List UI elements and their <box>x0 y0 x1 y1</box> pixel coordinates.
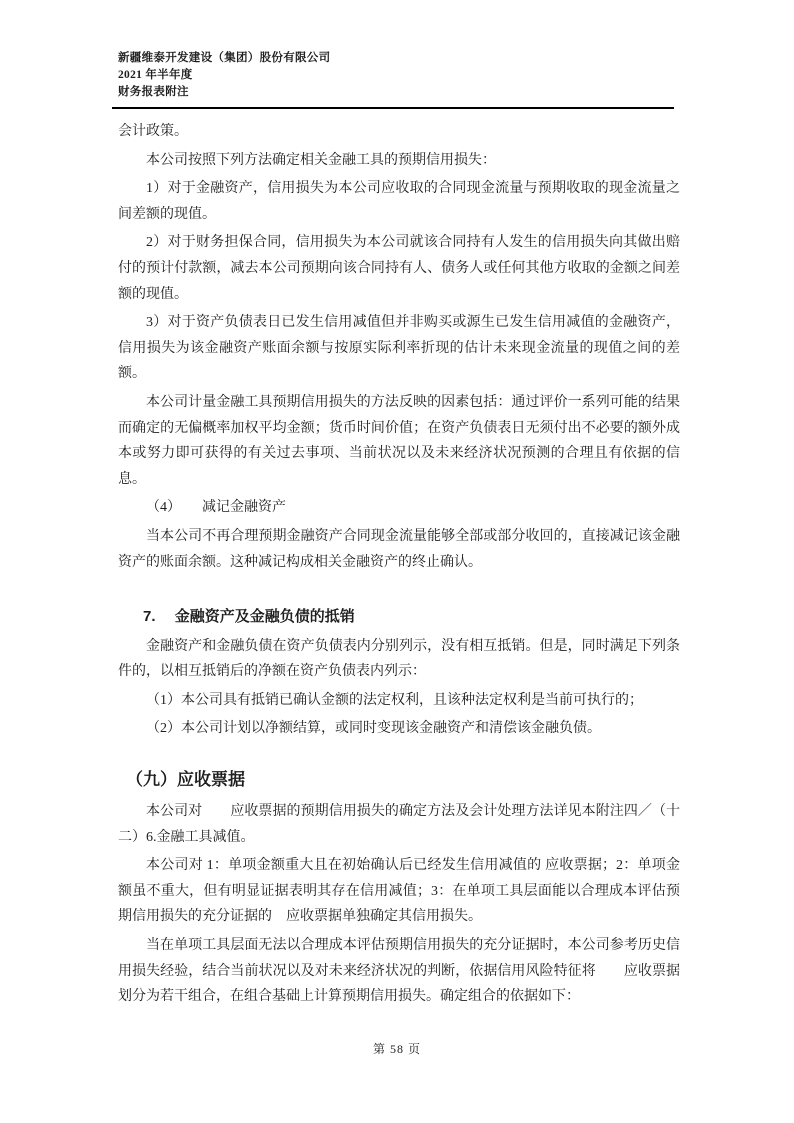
document-header <box>118 50 330 101</box>
company-name: 新疆维泰开发建设（集团）股份有限公司 <box>118 52 331 64</box>
para-nr-ecl-reference: 本公司对 应收票据的预期信用损失的确定方法及会计处理方法详见本附注四／（十二）6.金融工具减值。 <box>118 804 680 845</box>
para-writeoff-body: 当本公司不再合理预期金融资产合同现金流量能够全部或部分收回的，直接减记该金融资产的账面余额。这种减记构成相关金融资产的终止确认。 <box>118 528 680 570</box>
page-footer <box>0 1040 794 1057</box>
para-ecl-method-intro: 本公司按照下列方法确定相关金融工具的预期信用损失： <box>146 152 496 168</box>
para-ecl-item-1-financial-assets: 1）对于金融资产，信用损失为本公司应收取的合同现金流量与预期收取的现金流量之间差额的现值。 <box>118 181 680 222</box>
header-divider <box>112 107 674 109</box>
page-number: 第 58 页 <box>372 1042 421 1056</box>
para-accounting-policy-tail: 会计政策。 <box>118 124 188 139</box>
para-nr-portfolio-assessment: 当在单项工具层面无法以合理成本评估预期信用损失的充分证据时，本公司参考历史信用损失经验，结合当前状况以及对未来经济状况的判断，依据信用风险特征将 应收票据划分为若干组合，在组合基础上计算预期信用损失。确定组合的依据如下： <box>118 938 680 1005</box>
para-offset-condition-2: （2）本公司计划以净额结算，或同时变现该金融资产和清偿该金融负债。 <box>146 721 601 737</box>
section-heading-offset <box>118 604 680 630</box>
para-offset-intro: 金融资产和金融负债在资产负债表内分别列示，没有相互抵销。但是，同时满足下列条件的，以相互抵销后的净额在资产负债表内列示： <box>118 638 680 680</box>
para-nr-individual-assessment: 本公司对 1：单项金额重大且在初始确认后已经发生信用减值的 应收票据；2：单项金额虽不重大，但有明显证据表明其存在信用减值；3：在单项工具层面能以合理成本评估预期信用损失的充分证据的 应收票据单独确定其信用损失。 <box>118 858 680 925</box>
section-heading-notes-receivable: （九）应收票据 <box>126 770 245 790</box>
section-offset-number: 7. <box>143 608 156 626</box>
para-ecl-item-2-guarantee-contracts: 2）对于财务担保合同，信用损失为本公司就该合同持有人发生的信用损失向其做出赔付的预计付款额，减去本公司预期向该合同持有人、债务人或任何其他方收取的金额之间差额的现值。 <box>118 235 680 302</box>
para-ecl-item-3-credit-impaired: 3）对于资产负债表日已发生信用减值但并非购买或源生已发生信用减值的金融资产，信用损失为该金融资产账面余额与按原实际利率折现的估计未来现金流量的现值之间的差额。 <box>118 315 680 382</box>
document-title: 财务报表附注 <box>118 86 189 98</box>
para-writeoff-subheading: （4） 减记金融资产 <box>146 500 286 516</box>
report-period: 2021 年半年度 <box>118 69 193 81</box>
document-body <box>118 119 680 1013</box>
para-offset-condition-1: （1）本公司具有抵销已确认金额的法定权利，且该种法定权利是当前可执行的； <box>146 692 643 708</box>
section-offset-title: 金融资产及金融负债的抵销 <box>174 608 355 626</box>
para-ecl-measurement-factors: 本公司计量金融工具预期信用损失的方法反映的因素包括：通过评价一系列可能的结果而确定的无偏概率加权平均金额；货币时间价值；在资产负债表日无须付出不必要的额外成本或努力即可获得的有关过去事项、当前状况以及未来经济状况预测的合理且有依据的信息。 <box>118 394 680 487</box>
